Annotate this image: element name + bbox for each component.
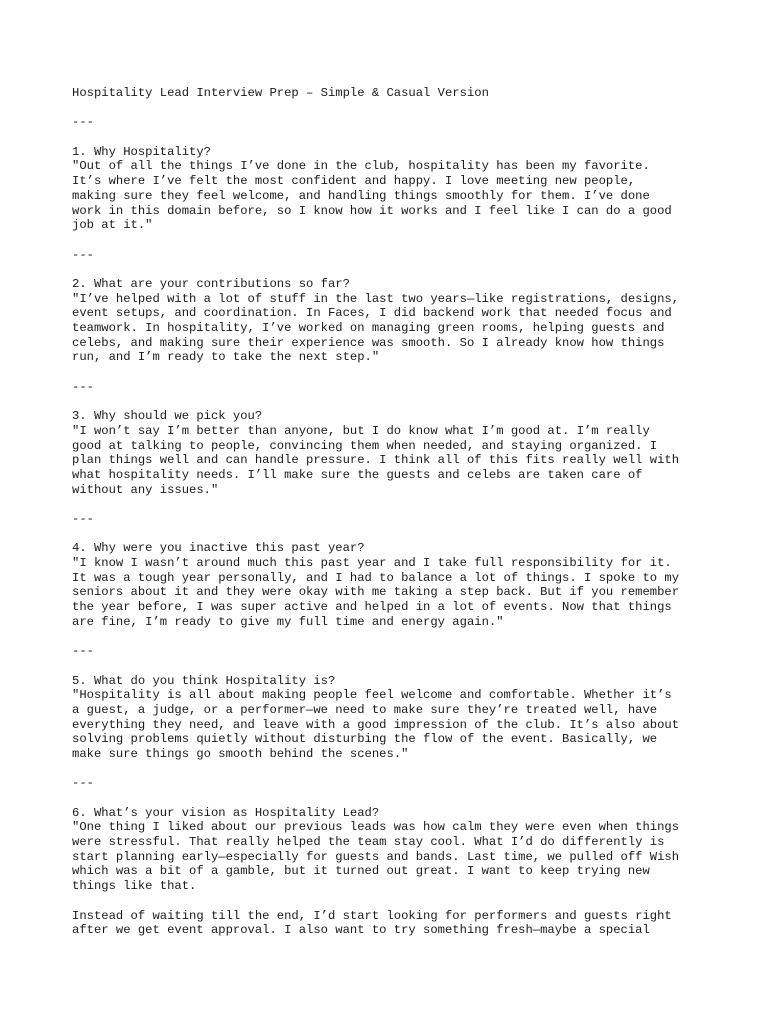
section-separator: --- [72,644,94,659]
answer-line: what hospitality needs. I’ll make sure the guests and celebs are taken care of [72,467,643,482]
answer-line: Instead of waiting till the end, I’d start looking for performers and guests right [72,908,672,923]
blank-line [72,101,712,116]
section-separator: --- [72,511,94,526]
answer-line: after we get event approval. I also want to try something fresh—maybe a special [72,923,650,938]
section-separator: --- [72,115,94,130]
question-heading: 1. Why Hospitality? [72,144,211,159]
blank-line [72,527,712,542]
blank-line [72,791,712,806]
answer-line: everything they need, and leave with a good impression of the club. It’s also about [72,717,680,732]
answer-line: "I won’t say I’m better than anyone, but I do know what I’m good at. I’m really [72,423,650,438]
blank-line [72,762,712,777]
answer-line: without any issues." [72,482,219,497]
answer-line: solving problems quietly without disturbing the flow of the event. Basically, we [72,732,658,747]
document-page [72,86,712,938]
answer-line: were stressful. That really helped the team stay cool. What I’d do differently is [72,835,665,850]
blank-line [72,659,712,674]
blank-line [72,497,712,512]
answer-line: "Out of all the things I’ve done in the club, hospitality has been my favorite. [72,159,650,174]
answer-line: are fine, I’m ready to give my full time and energy again." [72,614,504,629]
question-heading: 3. Why should we pick you? [72,409,263,424]
answer-line: which was a bit of a gamble, but it turned out great. I want to keep trying new [72,864,650,879]
blank-line [72,262,712,277]
answer-line: event setups, and coordination. In Faces, I did backend work that needed focus and [72,306,672,321]
section-separator: --- [72,247,94,262]
blank-line [72,894,712,909]
answer-line: job at it." [72,218,153,233]
answer-line: making sure they feel welcome, and handling things smoothly for them. I’ve done [72,188,650,203]
answer-line: things like that. [72,879,197,894]
answer-line: run, and I’m ready to take the next step." [72,350,380,365]
answer-line: "Hospitality is all about making people feel welcome and comfortable. Whether it’s [72,688,672,703]
answer-line: "I’ve helped with a lot of stuff in the last two years—like registrations, designs, [72,291,680,306]
question-heading: 5. What do you think Hospitality is? [72,673,336,688]
answer-line: It was a tough year personally, and I had to balance a lot of things. I spoke to my [72,570,680,585]
answer-line: "I know I wasn’t around much this past year and I take full responsibility for it. [72,556,672,570]
answer-line: celebs, and making sure their experience was smooth. So I already know how things [72,335,665,350]
answer-line: the year before, I was super active and helped in a lot of events. Now that things [72,600,672,615]
section-separator: --- [72,776,94,791]
document-title: Hospitality Lead Interview Prep – Simple & Casual Version [72,86,489,100]
answer-line: teamwork. In hospitality, I’ve worked on managing green rooms, helping guests and [72,321,665,335]
answer-line: start planning early—especially for guests and bands. Last time, we pulled off Wish [72,849,680,864]
blank-line [72,365,712,380]
question-heading: 4. Why were you inactive this past year? [72,541,365,556]
answer-line: It’s where I’ve felt the most confident and happy. I love meeting new people, [72,174,636,189]
question-heading: 6. What’s your vision as Hospitality Lead? [72,805,380,820]
blank-line [72,233,712,248]
answer-line: plan things well and can handle pressure. I think all of this fits really well with [72,453,680,468]
section-separator: --- [72,379,94,394]
question-heading: 2. What are your contributions so far? [72,276,350,291]
answer-line: make sure things go smooth behind the scenes." [72,746,409,761]
blank-line [72,130,712,145]
answer-line: good at talking to people, convincing them when needed, and staying organized. I [72,438,658,453]
answer-line: a guest, a judge, or a performer—we need to make sure they’re treated well, have [72,702,658,717]
blank-line [72,394,712,409]
answer-line: seniors about it and they were okay with me taking a step back. But if you remember [72,585,680,600]
blank-line [72,629,712,644]
answer-line: work in this domain before, so I know how it works and I feel like I can do a good [72,203,672,218]
answer-line: "One thing I liked about our previous leads was how calm they were even when things [72,820,680,835]
